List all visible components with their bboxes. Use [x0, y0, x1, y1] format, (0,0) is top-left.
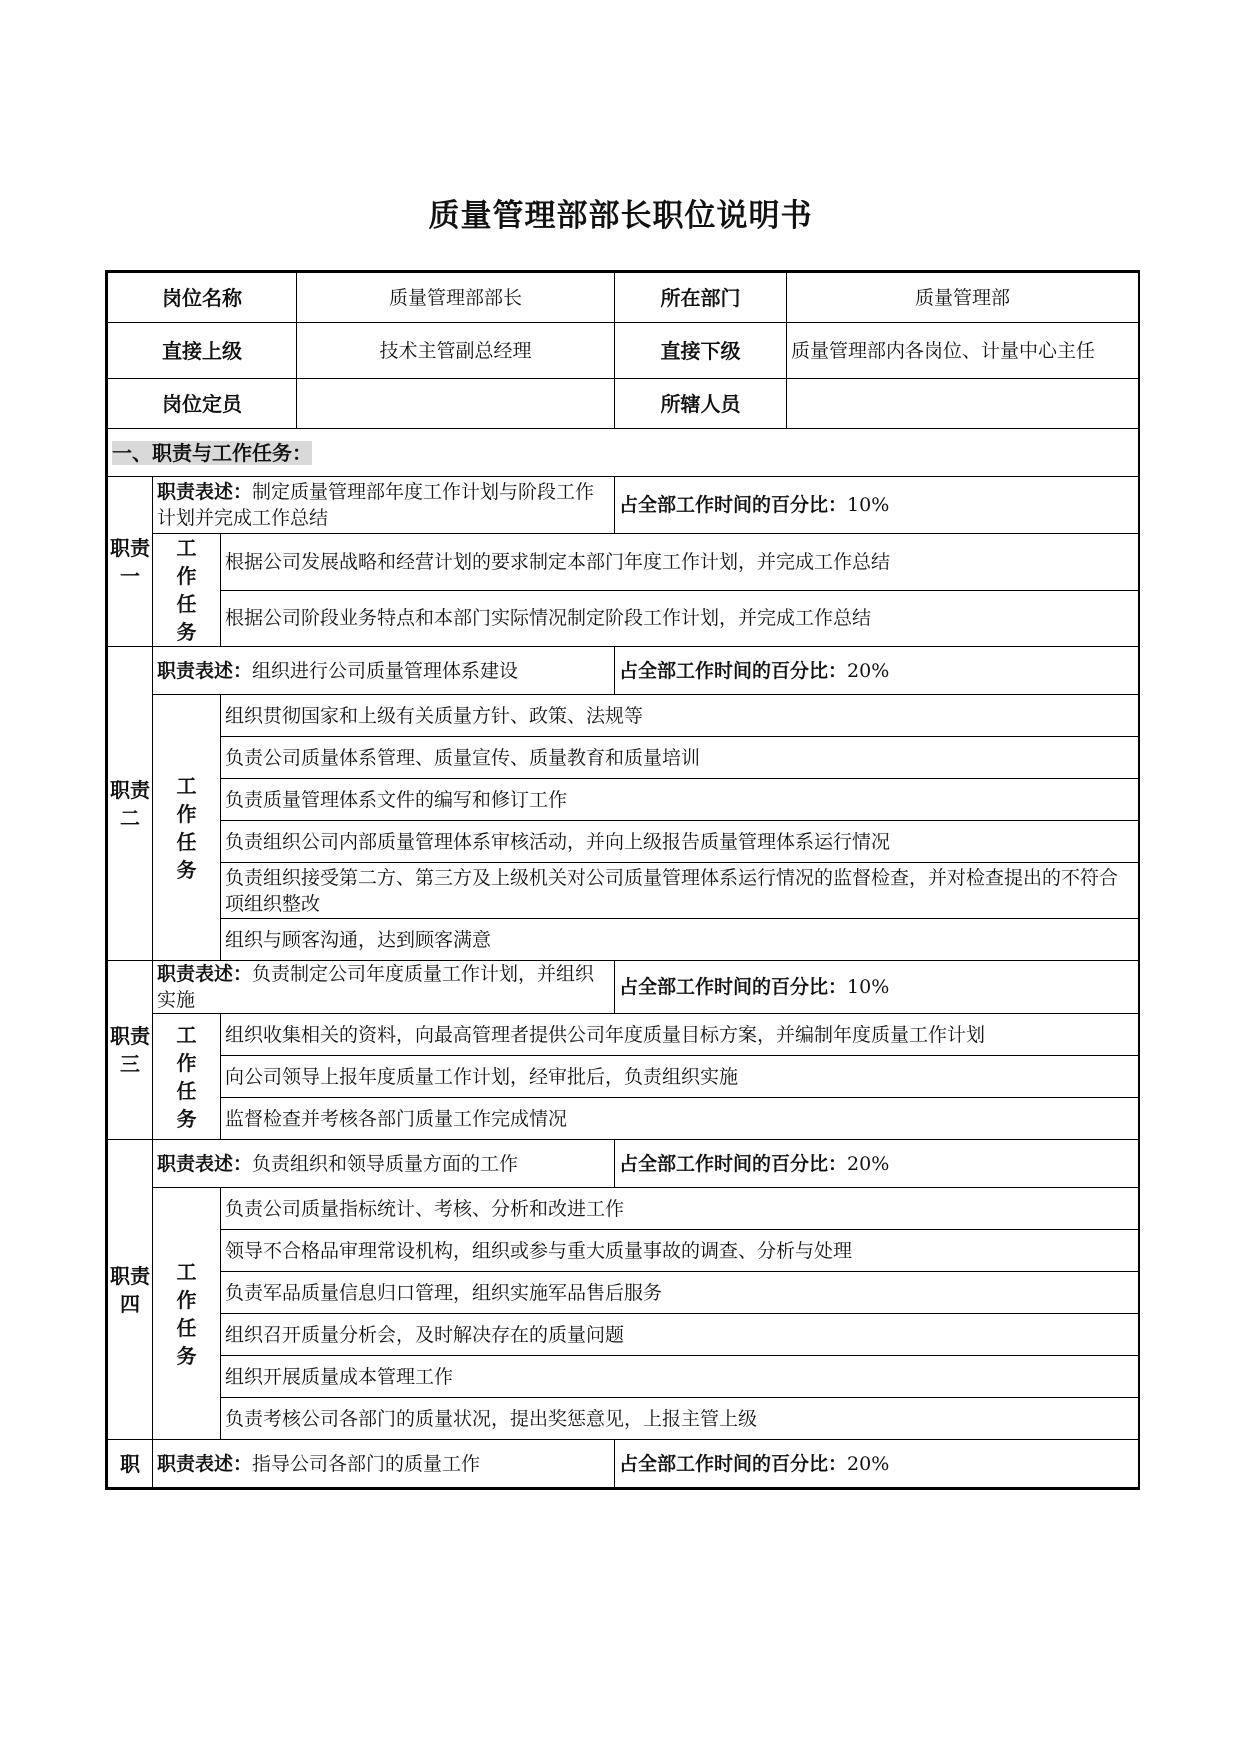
duty-time-percent — [615, 961, 1139, 1014]
duty-label: 职责四 — [108, 1140, 153, 1440]
duty-description-text: 指导公司各部门的质量工作 — [252, 1452, 481, 1475]
managed-staff-label: 所辖人员 — [615, 379, 787, 429]
duty-description-row — [108, 1440, 1139, 1488]
superior-value: 技术主管副总经理 — [297, 323, 615, 379]
time-percent-value: 10% — [847, 976, 890, 998]
task-row — [108, 1056, 1139, 1098]
duty-description-row — [108, 1140, 1139, 1188]
task-item: 组织收集相关的资料，向最高管理者提供公司年度质量目标方案，并编制年度质量工作计划 — [221, 1014, 1139, 1056]
task-item: 根据公司阶段业务特点和本部门实际情况制定阶段工作计划，并完成工作总结 — [221, 590, 1139, 647]
task-item: 组织与顾客沟通，达到顾客满意 — [221, 919, 1139, 961]
subordinate-value: 质量管理部内各岗位、计量中心主任 — [787, 323, 1139, 379]
managed-staff-value — [787, 379, 1139, 429]
task-item: 负责组织接受第二方、第三方及上级机关对公司质量管理体系运行情况的监督检查，并对检查提出的不符合项组织整改 — [221, 863, 1139, 919]
time-percent-label: 占全部工作时间的百分比： — [619, 1152, 848, 1175]
time-percent-label: 占全部工作时间的百分比： — [619, 1452, 848, 1475]
duty-description-text: 组织进行公司质量管理体系建设 — [252, 659, 519, 682]
subordinate-label: 直接下级 — [615, 323, 787, 379]
position-name-value: 质量管理部部长 — [297, 273, 615, 323]
superior-label: 直接上级 — [108, 323, 297, 379]
task-row — [108, 779, 1139, 821]
section-title: 一、职责与工作任务： — [108, 429, 1139, 477]
task-item: 领导不合格品审理常设机构，组织或参与重大质量事故的调查、分析与处理 — [221, 1230, 1139, 1272]
task-row — [108, 534, 1139, 591]
task-item: 组织贯彻国家和上级有关质量方针、政策、法规等 — [221, 695, 1139, 737]
task-row — [108, 919, 1139, 961]
time-percent-label: 占全部工作时间的百分比： — [619, 659, 848, 682]
time-percent-label: 占全部工作时间的百分比： — [619, 976, 848, 998]
duty-label: 职责三 — [108, 961, 153, 1140]
duty-description — [153, 1440, 615, 1488]
task-item: 负责军品质量信息归口管理，组织实施军品售后服务 — [221, 1272, 1139, 1314]
department-value: 质量管理部 — [787, 273, 1139, 323]
job-description-table — [105, 270, 1140, 1490]
task-item: 负责考核公司各部门的质量状况，提出奖惩意见，上报主管上级 — [221, 1398, 1139, 1440]
task-row — [108, 737, 1139, 779]
work-tasks-label: 工作任务 — [153, 1014, 221, 1140]
task-item: 负责质量管理体系文件的编写和修订工作 — [221, 779, 1139, 821]
task-row — [108, 1230, 1139, 1272]
duty-description-text: 负责制定公司年度质量工作计划，并组织实施 — [157, 963, 595, 1011]
task-item: 负责组织公司内部质量管理体系审核活动，并向上级报告质量管理体系运行情况 — [221, 821, 1139, 863]
time-percent-value: 20% — [847, 659, 890, 682]
duty-description — [153, 1140, 615, 1188]
task-item: 组织召开质量分析会，及时解决存在的质量问题 — [221, 1314, 1139, 1356]
duty-description — [153, 647, 615, 695]
duty-description-label: 职责表述： — [157, 1152, 253, 1175]
duty-description-row — [108, 477, 1139, 534]
duty-description-row — [108, 961, 1139, 1014]
document-title: 质量管理部部长职位说明书 — [428, 198, 813, 234]
duty-description-label: 职责表述： — [157, 659, 253, 682]
duty-label: 职责二 — [108, 647, 153, 961]
department-label: 所在部门 — [615, 273, 787, 323]
task-item: 负责公司质量体系管理、质量宣传、质量教育和质量培训 — [221, 737, 1139, 779]
task-row — [108, 863, 1139, 919]
task-item: 组织开展质量成本管理工作 — [221, 1356, 1139, 1398]
duty-description-text: 制定质量管理部年度工作计划与阶段工作计划并完成工作总结 — [157, 481, 595, 529]
work-tasks-label: 工作任务 — [153, 695, 221, 961]
time-percent-value: 10% — [847, 494, 890, 516]
duty-description — [153, 961, 615, 1014]
duty-time-percent — [615, 477, 1139, 534]
time-percent-value: 20% — [847, 1452, 890, 1475]
duty-time-percent — [615, 647, 1139, 695]
task-row — [108, 821, 1139, 863]
duty-description-label: 职责表述： — [157, 481, 253, 503]
duty-label: 职责一 — [108, 477, 153, 647]
task-row — [108, 1314, 1139, 1356]
duty-time-percent — [615, 1440, 1139, 1488]
duty-description-label: 职责表述： — [157, 1452, 253, 1475]
task-row — [108, 1188, 1139, 1230]
task-row — [108, 1398, 1139, 1440]
task-row — [108, 1356, 1139, 1398]
task-item: 根据公司发展战略和经营计划的要求制定本部门年度工作计划，并完成工作总结 — [221, 534, 1139, 591]
task-row — [108, 1014, 1139, 1056]
duty-description-row — [108, 647, 1139, 695]
task-row — [108, 695, 1139, 737]
time-percent-label: 占全部工作时间的百分比： — [619, 494, 848, 516]
work-tasks-label: 工作任务 — [153, 1188, 221, 1440]
task-row — [108, 590, 1139, 647]
work-tasks-label: 工作任务 — [153, 534, 221, 647]
duty-description-label: 职责表述： — [157, 963, 253, 985]
duty-description-text: 负责组织和领导质量方面的工作 — [252, 1152, 519, 1175]
time-percent-value: 20% — [847, 1152, 890, 1175]
task-row — [108, 1098, 1139, 1140]
task-item: 向公司领导上报年度质量工作计划，经审批后，负责组织实施 — [221, 1056, 1139, 1098]
headcount-label: 岗位定员 — [108, 379, 297, 429]
duty-label: 职 — [108, 1440, 153, 1488]
task-item: 负责公司质量指标统计、考核、分析和改进工作 — [221, 1188, 1139, 1230]
position-name-label: 岗位名称 — [108, 273, 297, 323]
duty-time-percent — [615, 1140, 1139, 1188]
headcount-value — [297, 379, 615, 429]
duty-description — [153, 477, 615, 534]
task-item: 监督检查并考核各部门质量工作完成情况 — [221, 1098, 1139, 1140]
task-row — [108, 1272, 1139, 1314]
